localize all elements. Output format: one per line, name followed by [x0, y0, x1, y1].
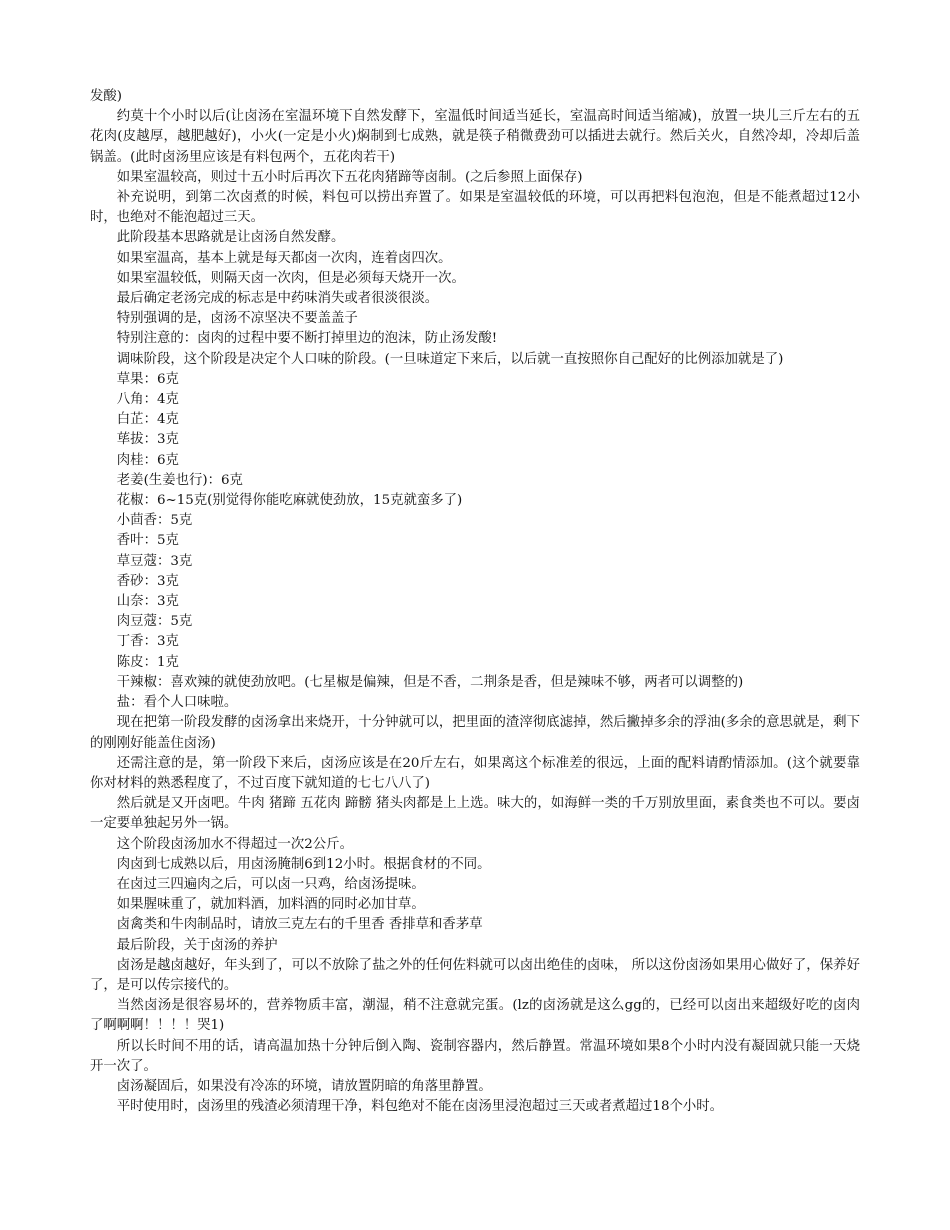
- paragraph: 还需注意的是，第一阶段下来后，卤汤应该是在20斤左右，如果离这个标准差的很远，上面的配料请酌情添加。(这个就要靠你对材料的熟悉程度了，不过百度下就知道的七七八八了): [90, 755, 860, 791]
- paragraph: 当然卤汤是很容易坏的，营养物质丰富，潮湿，稍不注意就完蛋。(lz的卤汤就是这么gg的，已经可以卤出来超级好吃的卤肉了啊啊啊！！！！哭1): [90, 998, 860, 1034]
- ingredient-line: 老姜(生姜也行)：6克: [116, 472, 243, 488]
- ingredient-line: 香砂：3克: [116, 573, 179, 589]
- ingredient-line: 草果：6克: [116, 371, 179, 387]
- paragraph: 补充说明，到第二次卤煮的时候，料包可以捞出弃置了。如果是室温较低的环境，可以再把料包泡泡，但是不能煮超过12小时，也绝对不能泡超过三天。: [90, 190, 860, 226]
- ingredient-line: 陈皮：1克: [116, 654, 179, 670]
- ingredient-line: 盐：看个人口味啦。: [116, 695, 238, 711]
- paragraph: 卤汤是越卤越好，年头到了，可以不放除了盐之外的任何佐料就可以卤出绝佳的卤味， 所以这份卤汤如果用心做好了，保养好了，是可以传宗接代的。: [90, 957, 860, 993]
- paragraph: 调味阶段，这个阶段是决定个人口味的阶段。(一旦味道定下来后，以后就一直按照你自己配好的比例添加就是了): [116, 351, 784, 367]
- paragraph: 此阶段基本思路就是让卤汤自然发酵。: [116, 230, 345, 246]
- ingredient-line: 八角：4克: [116, 392, 179, 408]
- paragraph: 卤禽类和牛肉制品时，请放三克左右的千里香 香排草和香茅草: [116, 917, 483, 933]
- paragraph: 约莫十个小时以后(让卤汤在室温环境下自然发酵下，室温低时间适当延长，室温高时间适当缩减)，放置一块儿三斤左右的五花肉(皮越厚，越肥越好)，小火(一定是小火)焖制到七成熟，就是筷子稍微费劲可以插进去就行。然后关火，自然冷却，冷却后盖锅盖。(此时卤汤里应该是有料包两个，五花肉若干): [90, 109, 860, 165]
- paragraph: 卤汤凝固后，如果没有冷冻的环境，请放置阴暗的角落里静置。: [116, 1078, 492, 1094]
- paragraph: 这个阶段卤汤加水不得超过一次2公斤。: [116, 836, 353, 852]
- document-page: [90, 87, 860, 1117]
- paragraph: 最后确定老汤完成的标志是中药味消失或者很淡很淡。: [116, 291, 439, 307]
- ingredient-line: 山奈：3克: [116, 594, 179, 610]
- paragraph: 在卤过三四遍肉之后，可以卤一只鸡，给卤汤提味。: [116, 876, 425, 892]
- paragraph: 发酸): [90, 89, 123, 104]
- paragraph: 如果室温较低，则隔天卤一次肉，但是必须每天烧开一次。: [116, 270, 465, 286]
- paragraph: 如果腥味重了，就加料酒，加料酒的同时必加甘草。: [116, 897, 425, 913]
- ingredient-line: 干辣椒：喜欢辣的就使劲放吧。(七星椒是偏辣，但是不香，二荆条是香，但是辣味不够，两者可以调整的): [116, 674, 744, 690]
- ingredient-line: 草豆蔻：3克: [116, 553, 193, 569]
- paragraph: 现在把第一阶段发酵的卤汤拿出来烧开，十分钟就可以，把里面的渣滓彻底滤掉，然后撇掉多余的浮油(多余的意思就是，剩下的刚刚好能盖住卤汤): [90, 715, 860, 751]
- section-heading: 最后阶段，关于卤汤的养护: [116, 937, 278, 953]
- ingredient-line: 荜拔：3克: [116, 432, 179, 448]
- ingredient-line: 肉豆蔻：5克: [116, 614, 193, 630]
- paragraph: 特别强调的是，卤汤不凉坚决不要盖盖子: [116, 311, 358, 327]
- paragraph: 特别注意的：卤肉的过程中要不断打掉里边的泡沫，防止汤发酸!: [116, 331, 498, 347]
- paragraph: 然后就是又开卤吧。牛肉 猪蹄 五花肉 蹄髈 猪头肉都是上上选。味大的，如海鲜一类的千万别放里面，素食类也不可以。要卤一定要单独起另外一锅。: [90, 796, 860, 832]
- paragraph: 如果室温较高，则过十五小时后再次下五花肉猪蹄等卤制。(之后参照上面保存): [116, 169, 583, 185]
- ingredient-line: 肉桂：6克: [116, 452, 179, 468]
- ingredient-line: 白芷：4克: [116, 412, 179, 428]
- paragraph: 所以长时间不用的话，请高温加热十分钟后倒入陶、瓷制容器内，然后静置。常温环境如果8个小时内没有凝固就只能一天烧开一次了。: [90, 1038, 860, 1074]
- ingredient-line: 丁香：3克: [116, 634, 179, 650]
- paragraph: 如果室温高，基本上就是每天都卤一次肉，连着卤四次。: [116, 250, 452, 266]
- ingredient-line: 香叶：5克: [116, 533, 179, 549]
- paragraph: 肉卤到七成熟以后，用卤汤腌制6到12小时。根据食材的不同。: [116, 856, 491, 872]
- ingredient-line: 小茴香：5克: [116, 513, 193, 529]
- paragraph: 平时使用时，卤汤里的残渣必须清理干净，料包绝对不能在卤汤里浸泡超过三天或者煮超过18个小时。: [116, 1099, 724, 1115]
- ingredient-line: 花椒：6~15克(别觉得你能吃麻就使劲放，15克就蛮多了): [116, 493, 463, 509]
